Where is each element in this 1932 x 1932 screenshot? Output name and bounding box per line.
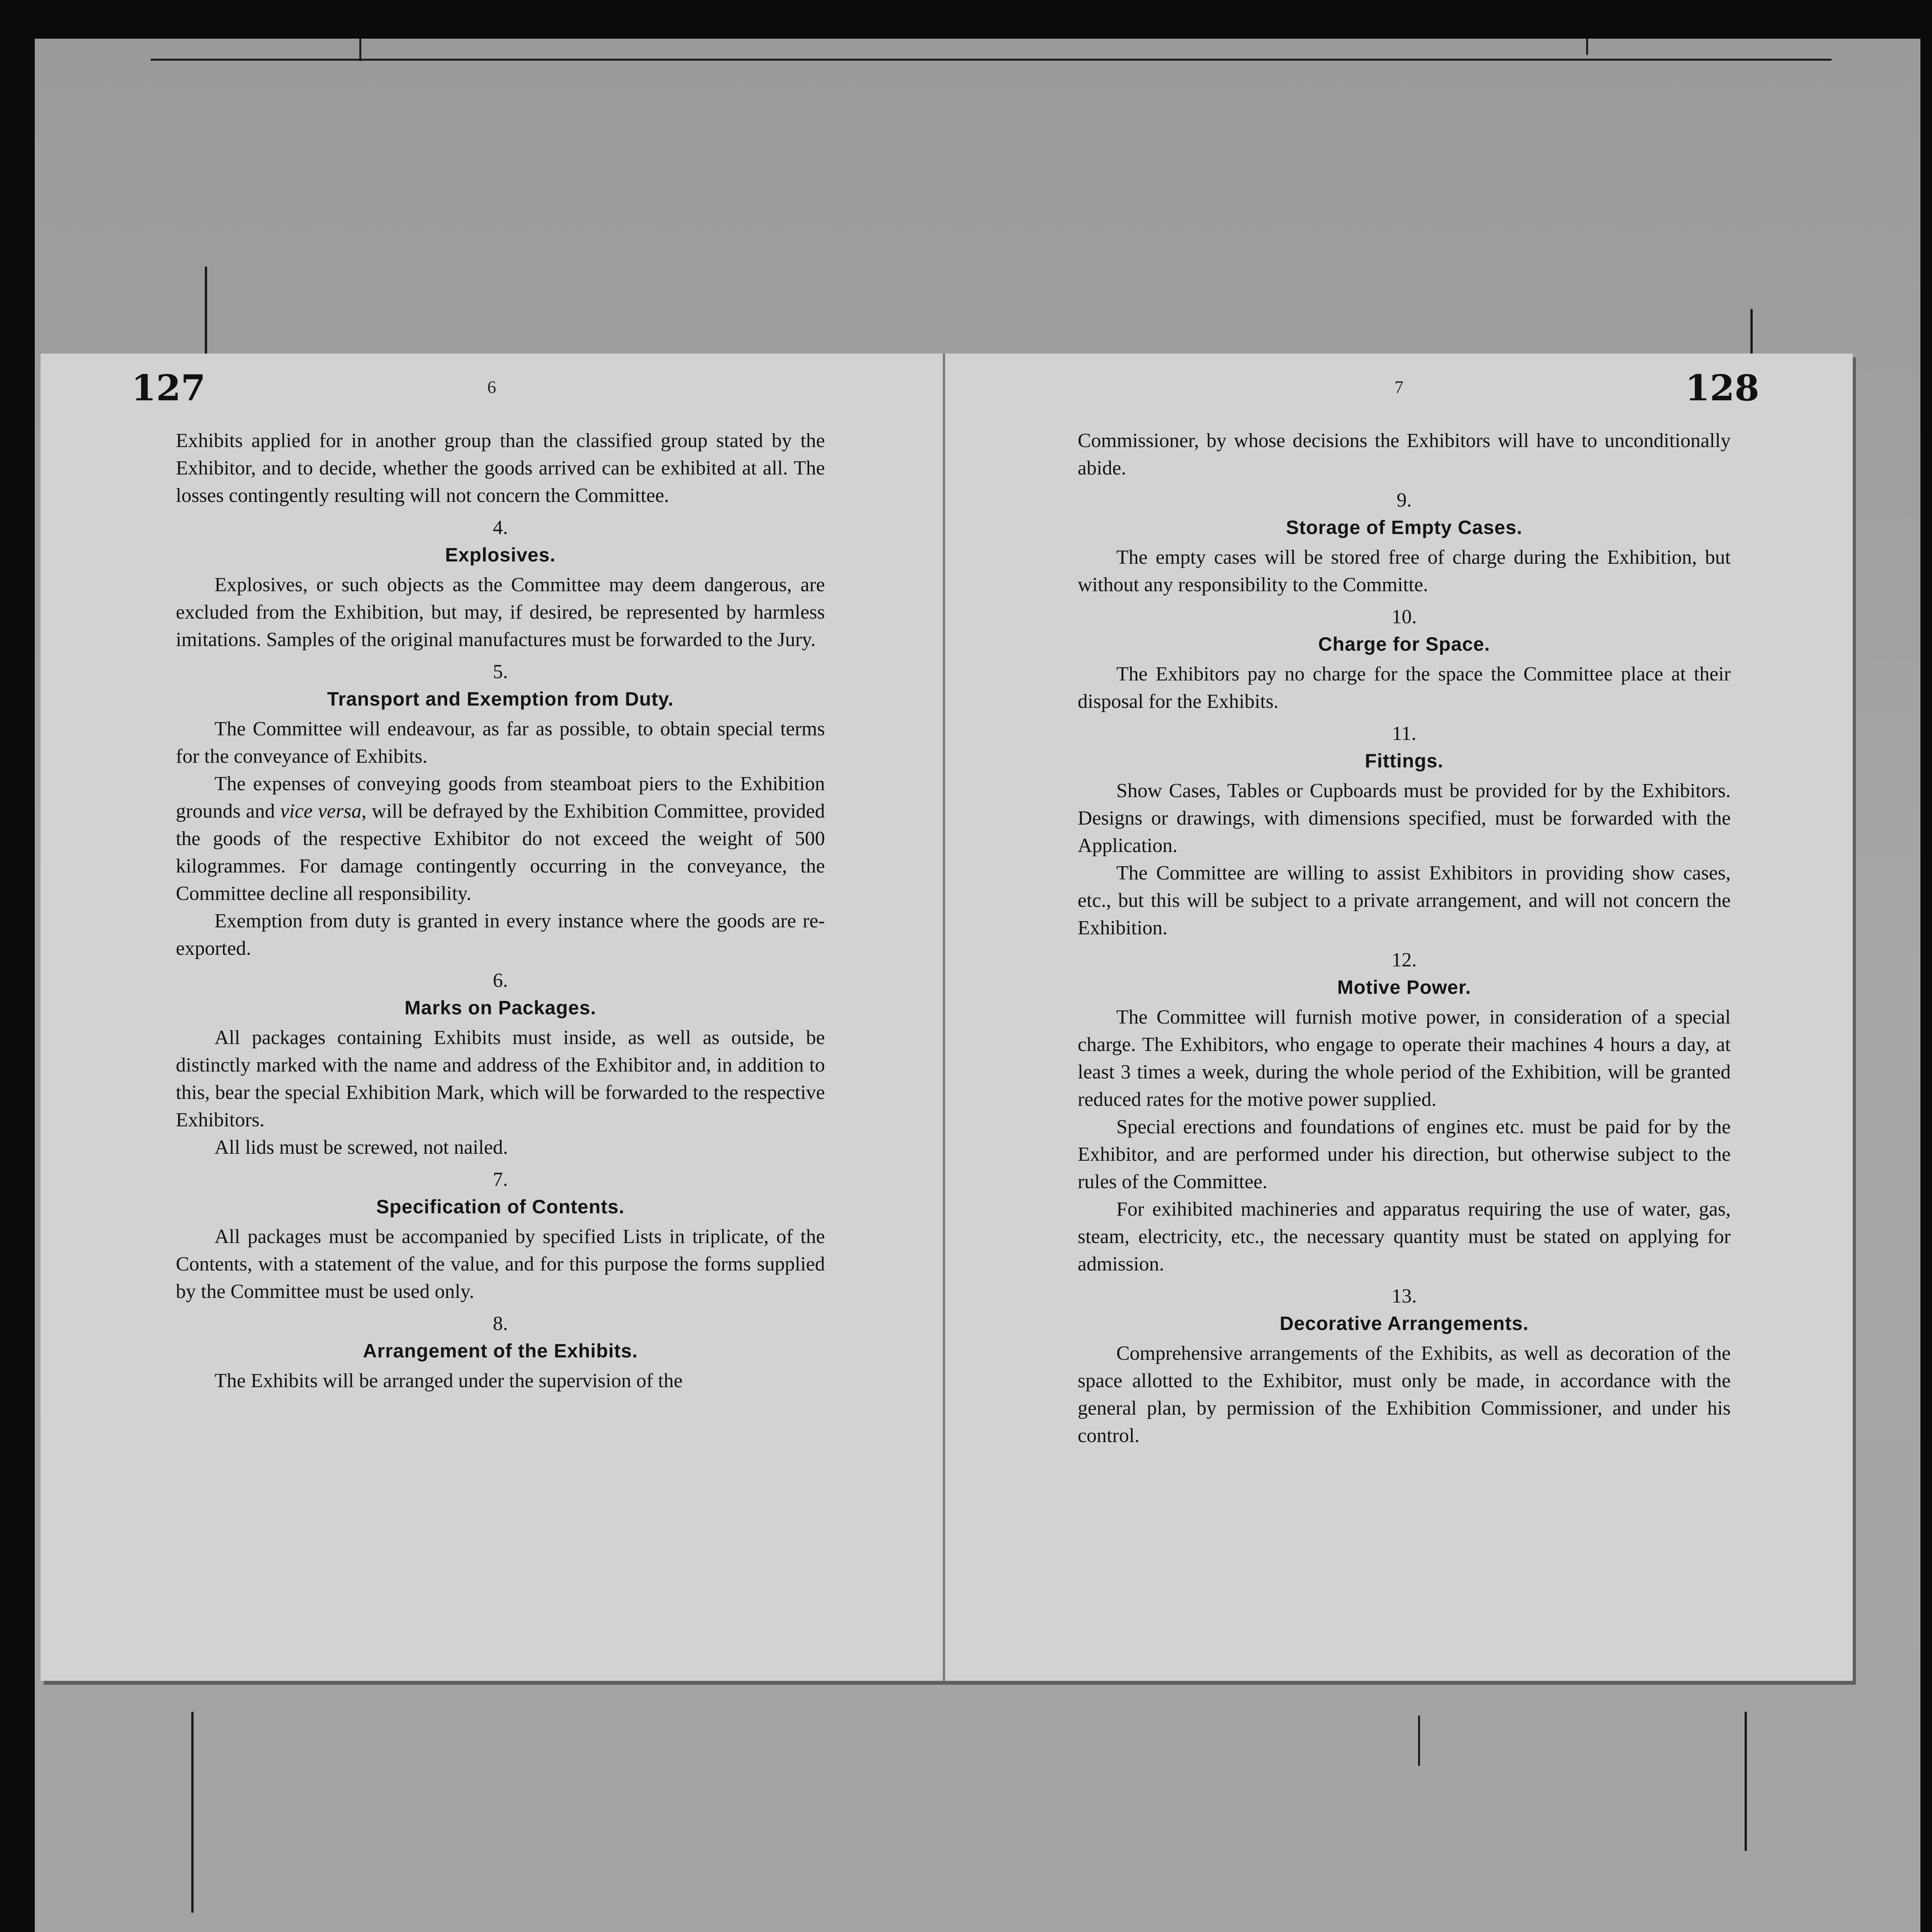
paragraph: Special erections and foundations of engines etc. must be paid for by the Exhibitor, and are performed under his direction, but otherwise subject to the rules of the Committee. — [1078, 1116, 1731, 1193]
section-heading: Storage of Empty Cases. — [1286, 517, 1523, 538]
section-heading: Decorative Arrangements. — [1279, 1313, 1529, 1334]
section-heading: Fittings. — [1365, 750, 1444, 772]
section-number: 13. — [1391, 1285, 1417, 1307]
paragraph: Show Cases, Tables or Cupboards must be provided for by the Exhibitors. Designs or drawings, with dimensions specified, must be forwarded with the Application. — [1078, 780, 1731, 857]
section-number: 7. — [493, 1168, 508, 1190]
folio-number-left: 127 — [131, 367, 206, 409]
page-number-right: 7 — [1395, 377, 1403, 397]
paragraph: All lids must be screwed, not nailed. — [214, 1136, 508, 1158]
section-heading: Motive Power. — [1337, 976, 1471, 998]
document-sheet — [41, 354, 1853, 1681]
continuation-text: Commissioner, by whose decisions the Exhibitors will have to unconditionally abide. — [1078, 430, 1731, 479]
section-heading: Explosives. — [445, 544, 556, 566]
paragraph: Comprehensive arrangements of the Exhibits, as well as decoration of the space allotted to the Exhibitor, must only be made, in accordance with the general plan, by permission of the Exhibition Commissioner, and under his control. — [1078, 1342, 1731, 1447]
section-number: 6. — [493, 969, 508, 992]
section-heading: Arrangement of the Exhibits. — [363, 1340, 638, 1362]
paragraph: The empty cases will be stored free of charge during the Exhibition, but without any responsibility to the Committe. — [1078, 546, 1731, 596]
paragraph: The Committee will endeavour, as far as possible, to obtain special terms for the conveyance of Exhibits. — [176, 718, 825, 767]
italic-phrase: vice versa — [280, 800, 362, 822]
crop-line-lower-center — [1418, 1716, 1420, 1766]
page-number-left: 6 — [487, 377, 496, 397]
section-number: 8. — [493, 1313, 508, 1335]
paragraph: Explosives, or such objects as the Committee may deem dangerous, are excluded from the Exhibition, but may, if desired, be represented by harmless imitations. Samples of the original manufactures must be forwarded to the Jury. — [176, 574, 825, 651]
section-number: 4. — [493, 517, 508, 539]
top-tick-right — [1586, 39, 1588, 55]
crop-line-lower-right — [1745, 1712, 1747, 1851]
section-number: 5. — [493, 661, 508, 683]
right-page — [945, 354, 1853, 1681]
section-number: 11. — [1392, 723, 1417, 745]
section-number: 10. — [1391, 606, 1417, 628]
top-tick-left — [359, 39, 361, 61]
section-number: 9. — [1396, 489, 1412, 511]
left-text-column — [176, 427, 825, 1395]
continuation-text: Exhibits applied for in another group than the classified group stated by the Exhibitor, and to decide, whether the goods arrived can be exhibited at all. The losses contingently resulting will not concern the Committee. — [176, 430, 825, 507]
left-page — [41, 354, 943, 1681]
paragraph: All packages must be accompanied by specified Lists in triplicate, of the Contents, with a statement of the value, and for this purpose the forms supplied by the Committee must be used only. — [176, 1226, 825, 1303]
paragraph: The Committee will furnish motive power, in consideration of a special charge. The Exhibitors, who engage to operate their machines 4 hours a day, at least 3 times a week, during the whole period of the Exhibition, will be granted reduced rates for the motive power supplied. — [1078, 1006, 1731, 1111]
right-text-column — [1078, 427, 1731, 1449]
folio-number-right: 128 — [1685, 367, 1760, 409]
paragraph: For exihibited machineries and apparatus requiring the use of water, gas, steam, electricity, etc., the necessary quantity must be stated on applying for admission. — [1078, 1198, 1731, 1275]
paragraph: Exemption from duty is granted in every instance where the goods are re-exported. — [176, 910, 825, 959]
section-heading: Marks on Packages. — [404, 997, 597, 1019]
paragraph: The Committee are willing to assist Exhibitors in providing show cases, etc., but this will be subject to a private arrangement, and will not concern the Exhibition. — [1078, 862, 1731, 939]
top-rule — [151, 59, 1832, 61]
paragraph-text: The expenses of conveying goods from steamboat piers to the Exhibition grounds and — [176, 773, 825, 822]
section-heading: Specification of Contents. — [376, 1196, 625, 1218]
paragraph-text: , will be defrayed by the Exhibition Committee, provided the goods of the respective Exhibitor do not exceed the weight of 500 kilogrammes. For damage contingently occurring in the conveyance, the Committee decline all responsibility. — [176, 800, 825, 905]
crop-line-lower-left — [191, 1712, 194, 1913]
section-heading: Charge for Space. — [1318, 633, 1490, 655]
section-number: 12. — [1391, 949, 1417, 971]
section-heading: Transport and Exemption from Duty. — [327, 688, 674, 710]
paragraph: The Exhibitors pay no charge for the space the Committee place at their disposal for the Exhibits. — [1078, 663, 1731, 713]
paragraph — [176, 770, 825, 907]
paragraph: All packages containing Exhibits must inside, as well as outside, be distinctly marked with the name and address of the Exhibitor and, in addition to this, bear the special Exhibition Mark, which will be forwarded to the respective Exhibitors. — [176, 1027, 825, 1131]
paragraph: The Exhibits will be arranged under the supervision of the — [214, 1370, 683, 1392]
